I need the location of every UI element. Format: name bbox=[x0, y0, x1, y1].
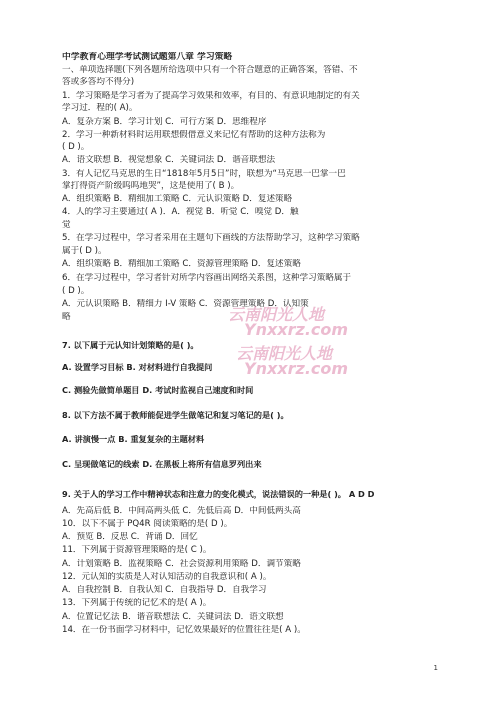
text-line: A．元认识策略 B．精细力 I-V 策略 C．资源管理策略 D．认知策 bbox=[62, 299, 309, 309]
text-line: A．复杂方案 B．学习计划 C．可行方案 D．思维程序 bbox=[62, 117, 267, 127]
text-line: A．预览 B．反思 C．背诵 D．回忆 bbox=[62, 532, 198, 542]
text-line: 学习过．程的( A)。 bbox=[62, 103, 138, 113]
watermark-text: 云南阳光人地 bbox=[228, 305, 325, 324]
text-line: ( D )。 bbox=[62, 142, 90, 152]
text-line: A. 设置学习目标 B. 对材料进行自我提问 bbox=[62, 362, 213, 372]
text-line: 10．以下不属于 PQ4R 阅读策略的是( D )。 bbox=[62, 519, 233, 529]
text-line: 答或多答均不得分) bbox=[62, 77, 135, 87]
watermark-text: Ynxxrz.com bbox=[244, 320, 349, 339]
text-line: 略 bbox=[62, 312, 71, 322]
text-line: A. 讲演慢一点 B. 重复复杂的主题材料 bbox=[62, 434, 205, 444]
text-line: 6．在学习过程中，学习者针对所学内容画出网络关系图，这种学习策略属于 bbox=[62, 273, 352, 283]
text-line: A．组织策略 B．精细加工策略 C．元认识策略 D．复述策略 bbox=[62, 194, 293, 204]
text-line: A．先高后低 B．中间高两头低 C．先低后高 D．中间低两头高 bbox=[62, 506, 301, 516]
text-line: 一、单项选择题(下列各题所给选项中只有一个符合题意的正确答案，答错、不 bbox=[62, 65, 358, 75]
page-number: 1 bbox=[433, 664, 438, 672]
document-title: 中学教育心理学考试测试题第八章 学习策略 bbox=[62, 52, 233, 62]
watermark-text: 云南阳光人地 bbox=[236, 344, 333, 363]
text-line: A．计划策略 B．监视策略 C．社会资源利用策略 D．调节策略 bbox=[62, 559, 301, 569]
text-line: 14．在一份书面学习材料中，记忆效果最好的位置往往是( A )。 bbox=[62, 625, 306, 635]
text-line: 2．学习一种新材料时运用联想假借意义来记忆有帮助的这种方法称为 bbox=[62, 130, 326, 140]
text-line: 12．元认知的实质是人对认知活动的自我意识和( A )。 bbox=[62, 572, 272, 582]
text-line: ( D )。 bbox=[62, 286, 90, 296]
text-line: 11．下列属于资源管理策略的是( C )。 bbox=[62, 545, 212, 555]
text-line: 4．人的学习主要通过( A )．A．视觉 B．听觉 C．嗅觉 D．触 bbox=[62, 207, 299, 217]
text-line: A．组织策略 B．精细加工策略 C．资源管理策略 D．复述策略 bbox=[62, 259, 301, 269]
text-line: C. 测验先做简单题目 D. 考试时监视自己速度和时间 bbox=[62, 385, 254, 395]
text-line: C. 呈现做笔记的线索 D. 在黑板上将所有信息罗列出来 bbox=[62, 459, 262, 469]
text-line: 3．有人记忆马克思的生日“1818年5月5日”时，联想为“马克思一巴掌一巴 bbox=[62, 169, 346, 179]
text-line: A．语文联想 B．视觉想象 C．关键词法 D．谐音联想法 bbox=[62, 155, 276, 165]
text-line: 掌打得资产阶级呜呜地哭”，这是使用了( B )。 bbox=[62, 181, 240, 191]
text-line: 5．在学习过程中，学习者采用在主题句下画线的方法帮助学习，这种学习策略 bbox=[62, 233, 360, 243]
text-line: 9. 关于人的学习工作中精神状态和注意力的变化模式，说法错误的一种是( )。 A D D bbox=[62, 489, 375, 499]
text-line: A．位置记忆法 B．谐音联想法 C．关键词法 D．语文联想 bbox=[62, 612, 284, 622]
text-line: 13．下列属于传统的记忆术的是( A )。 bbox=[62, 598, 212, 608]
text-line: 属于( D )。 bbox=[62, 246, 107, 256]
text-line: A．自我控制 B．自我认知 C．自我指导 D．自我学习 bbox=[62, 585, 267, 595]
text-line: 8. 以下方法不属于教师能促进学生做笔记和复习笔记的是( )。 bbox=[62, 410, 289, 420]
text-line: 觉 bbox=[62, 220, 71, 230]
text-line: 7. 以下属于元认知计划策略的是( )。 bbox=[62, 340, 199, 350]
watermark-text: Ynxxrz.com bbox=[244, 359, 349, 378]
text-line: 1．学习策略是学习者为了提高学习效果和效率，有目的、有意识地制定的有关 bbox=[62, 91, 360, 101]
